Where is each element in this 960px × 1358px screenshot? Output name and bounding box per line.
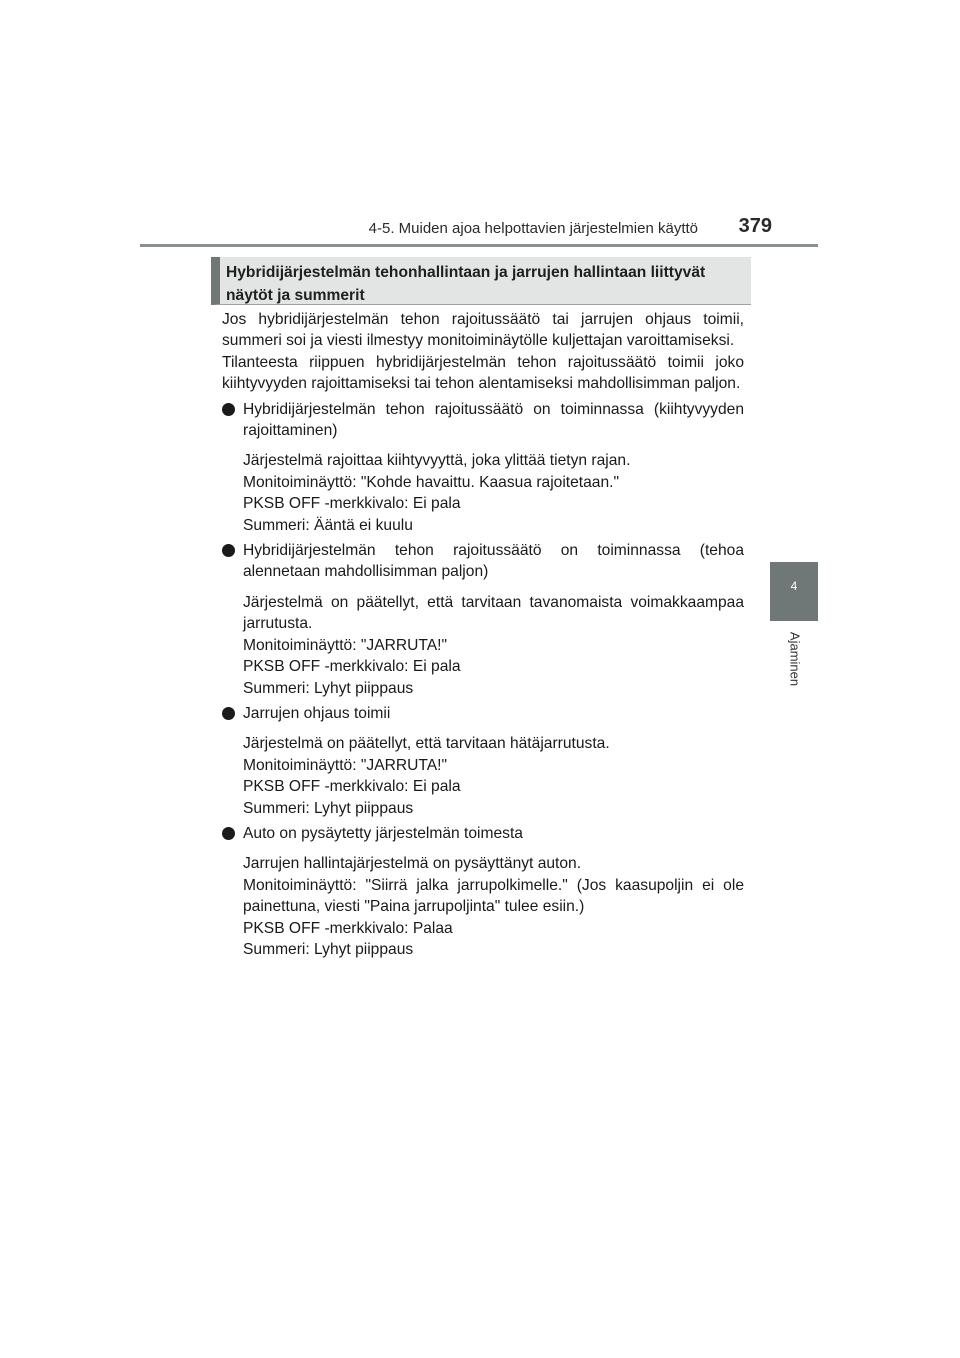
intro-paragraph: Jos hybridijärjestelmän tehon rajoitussäätö tai jarrujen ohjaus toimii, summeri soi ja viesti ilmestyy monitoiminäytölle kuljettajan varoittamiseksi. [222,311,744,350]
page-number: 379 [738,215,772,237]
list-item-title-text: Auto on pysäytetty järjestelmän toimesta [243,824,523,842]
detail-line: Monitoiminäyttö: "JARRUTA!" [243,756,448,774]
detail-line: Summeri: Lyhyt piippaus [243,799,414,817]
header-divider [140,244,818,247]
intro-paragraph: Tilanteesta riippuen hybridijärjestelmän tehon rajoitussäätö toimii joko kiihtyvyyden rajoittamiseksi tai tehon alentamiseksi mahdollisimman paljon. [222,353,744,393]
detail-line: Monitoiminäyttö: "Kohde havaittu. Kaasua rajoitetaan." [243,473,620,491]
detail-line: PKSB OFF -merkkivalo: Ei pala [243,778,461,796]
detail-line: PKSB OFF -merkkivalo: Ei pala [243,495,461,513]
bullet-icon [222,403,235,416]
list-item-detail [222,592,744,699]
detail-line: PKSB OFF -merkkivalo: Ei pala [243,658,461,676]
list-item-title-text: Hybridijärjestelmän tehon rajoitussäätö on toiminnassa (kiihtyvyyden rajoittaminen) [243,400,744,440]
list-item-detail [222,733,744,819]
section-content [222,309,744,960]
chapter-title: 4-5. Muiden ajoa helpottavien järjestelmien käyttö [368,220,698,237]
chapter-label-text: Ajaminen [787,631,803,687]
list-item-detail [222,853,744,960]
list-item-title [222,703,744,724]
bullet-icon [222,707,235,720]
detail-line: Järjestelmä on päätellyt, että tarvitaan tavanomaista voimakkaampaa jarrutusta. [243,593,744,633]
detail-line: Järjestelmä on päätellyt, että tarvitaan hätäjarrutusta. [243,735,610,753]
list-item-title [222,540,744,583]
list-item-title-text: Hybridijärjestelmän tehon rajoitussäätö on toiminnassa (tehoa alennetaan mahdollisimman paljon) [243,542,744,581]
chapter-label [780,624,810,694]
chapter-tab: 4 [770,562,818,621]
detail-line: Summeri: Lyhyt piippaus [243,940,414,958]
list-item-detail [222,450,744,536]
detail-line: Järjestelmä rajoittaa kiihtyvyyttä, joka ylittää tietyn rajan. [243,452,631,470]
bullet-icon [222,827,235,840]
detail-line: Jarrujen hallintajärjestelmä on pysäyttänyt auton. [243,855,582,873]
list-item-title-text: Jarrujen ohjaus toimii [243,704,391,722]
detail-line: PKSB OFF -merkkivalo: Palaa [243,919,453,937]
detail-line: Summeri: Lyhyt piippaus [243,679,414,697]
bullet-icon [222,544,235,557]
detail-line: Summeri: Ääntä ei kuulu [243,516,413,534]
list-item-title [222,823,744,844]
list-item-title [222,399,744,442]
detail-line: Monitoiminäyttö: "Siirrä jalka jarrupolkimelle." (Jos kaasupoljin ei ole painettuna, viesti "Paina jarrupoljinta" tulee esiin.) [243,876,744,916]
section-heading: Hybridijärjestelmän tehonhallintaan ja jarrujen hallintaan liittyvät näytöt ja summerit [211,257,751,305]
detail-line: Monitoiminäyttö: "JARRUTA!" [243,636,448,654]
